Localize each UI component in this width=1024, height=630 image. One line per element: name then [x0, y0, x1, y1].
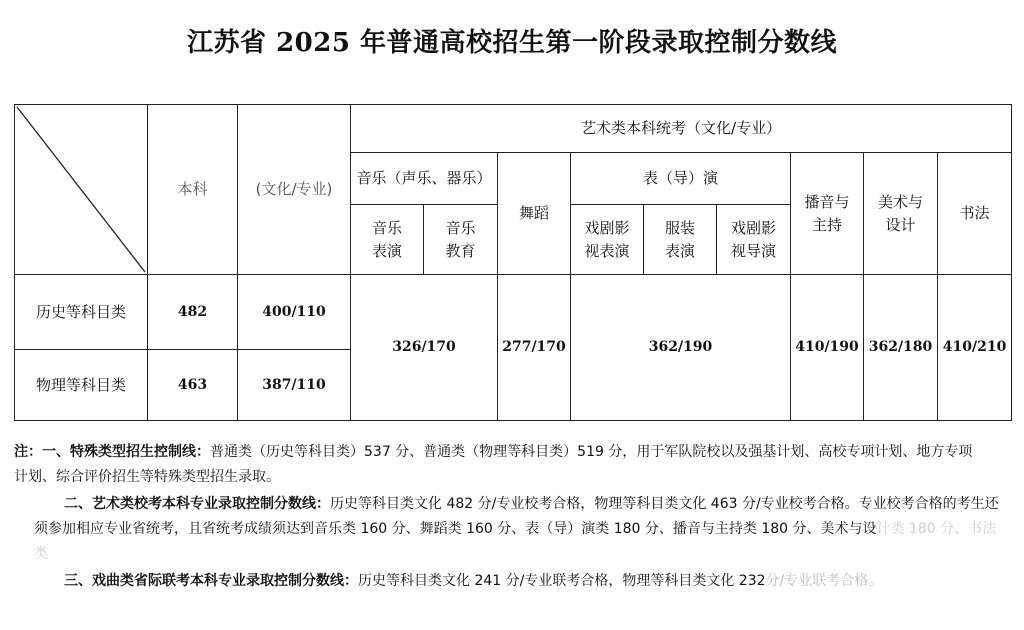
row-label-history: 历史等科目类 [15, 275, 148, 350]
cell-history-art-school: 400/110 [238, 275, 351, 350]
diagonal-line [15, 105, 147, 274]
note-2 [34, 492, 1002, 567]
cell-history-benke: 482 [148, 275, 238, 350]
cell-calligraphy: 410/210 [938, 275, 1012, 421]
note-1-text: 普通类（历史等科目类）537 分、普通类（物理等科目类）519 分，用于军队院校以及强基计划、高校专项计划、地方专项计划、综合评价招生等特殊类型招生录取。 [14, 444, 973, 485]
header-music-performance: 音乐表演 [351, 205, 424, 275]
header-costume: 服装表演 [644, 205, 717, 275]
note-2-label: 二、艺术类校考本科专业录取控制分数线： [64, 496, 330, 512]
header-art-group: 艺术类本科统考（文化/专业） [351, 105, 1012, 153]
header-calligraphy: 书法 [938, 153, 1012, 275]
header-broadcast: 播音与主持 [791, 153, 864, 275]
note-1-label: 注：一、特殊类型招生控制线： [14, 444, 210, 460]
header-music-education: 音乐教育 [424, 205, 498, 275]
header-art-school: (文化/专业) [238, 105, 351, 275]
note-3-label: 三、戏曲类省际联考本科专业录取控制分数线： [64, 573, 358, 589]
score-table [14, 104, 1012, 421]
note-2-faded-text: 计类 180 分、书法类 [34, 521, 997, 562]
header-dance: 舞蹈 [498, 153, 571, 275]
header-music: 音乐（声乐、器乐） [351, 153, 498, 205]
note-3 [34, 569, 1002, 594]
header-fineart: 美术与设计 [864, 153, 938, 275]
note-3-watermark-text: 分/专业联考合格。 [765, 573, 883, 589]
note-1 [14, 440, 982, 490]
diagonal-header-cell [15, 105, 148, 275]
header-drama-film: 戏剧影视表演 [571, 205, 644, 275]
note-3-text: 历史等科目类文化 241 分/专业联考合格，物理等科目类文化 232 [358, 573, 766, 589]
cell-dance: 277/170 [498, 275, 571, 421]
cell-music: 326/170 [351, 275, 498, 421]
cell-broadcast: 410/190 [791, 275, 864, 421]
row-label-physics: 物理等科目类 [15, 350, 148, 421]
notes-section [14, 440, 1002, 594]
header-drama-director: 戏剧影视导演 [717, 205, 791, 275]
cell-biaodao: 362/190 [571, 275, 791, 421]
cell-physics-benke: 463 [148, 350, 238, 421]
cell-physics-art-school: 387/110 [238, 350, 351, 421]
page-title: 江苏省 2025 年普通高校招生第一阶段录取控制分数线 [187, 28, 837, 58]
header-benke: 本科 [148, 105, 238, 275]
cell-fineart: 362/180 [864, 275, 938, 421]
note-2-text: 历史等科目类文化 482 分/专业校考合格，物理等科目类文化 463 分/专业校考合格。专业校考合格的考生还须参加相应专业省统考，且省统考成绩须达到音乐类 160 分、舞蹈类 160 分、表（导）演类 180 分、播音与主持类 180 分、美术与设 [34, 496, 999, 537]
header-biaodao: 表（导）演 [571, 153, 791, 205]
